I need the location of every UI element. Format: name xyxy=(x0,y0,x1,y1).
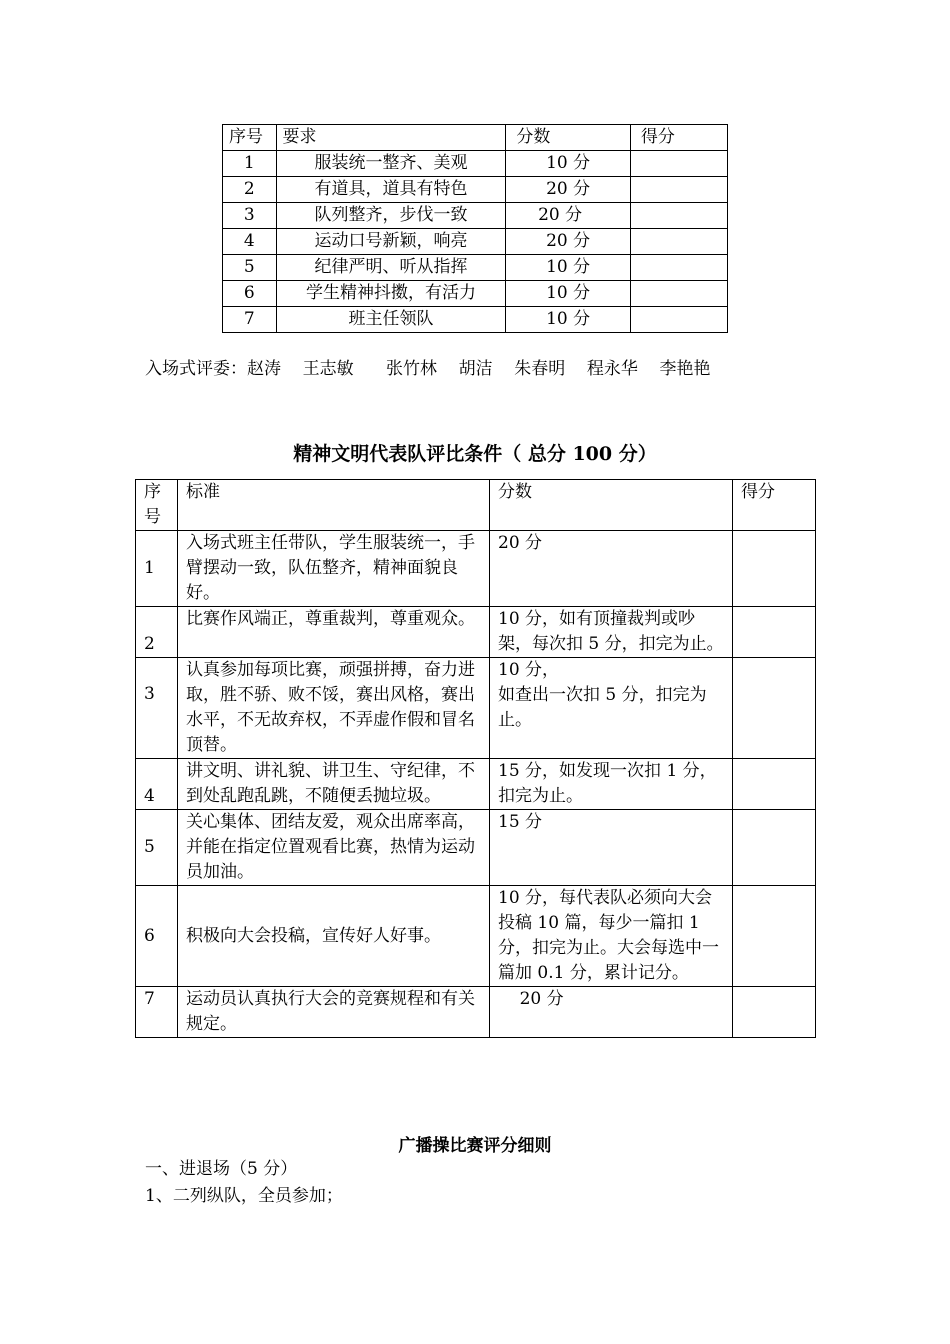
requirement-cell: 纪律严明、听从指挥 xyxy=(276,255,506,281)
judges-list: 入场式评委：赵涛 王志敏 张竹林 胡洁 朱春明 程永华 李艳艳 xyxy=(145,359,711,379)
header-cell: 得分 xyxy=(733,480,816,531)
table-header-row xyxy=(136,480,816,531)
row-number: 4 xyxy=(223,229,277,255)
table-row xyxy=(223,203,728,229)
table-row xyxy=(136,531,816,607)
row-number: 5 xyxy=(223,255,277,281)
row-number: 2 xyxy=(136,607,178,658)
criteria-cell: 关心集体、团结友爱，观众出席率高，并能在指定位置观看比赛，热情为运动员加油。 xyxy=(178,810,490,886)
score-cell: 20 分 xyxy=(490,531,733,607)
table-row xyxy=(223,177,728,203)
earned-score-cell xyxy=(733,886,816,987)
score-cell: 20 分 xyxy=(490,987,733,1038)
criteria-cell: 入场式班主任带队，学生服装统一，手臂摆动一致，队伍整齐，精神面貌良好。 xyxy=(178,531,490,607)
row-number: 1 xyxy=(223,151,277,177)
row-number: 6 xyxy=(223,281,277,307)
table-row xyxy=(223,307,728,333)
table-row xyxy=(136,810,816,886)
header-cell: 得分 xyxy=(630,125,727,151)
row-number: 7 xyxy=(136,987,178,1038)
table-header-row xyxy=(223,125,728,151)
requirement-cell: 队列整齐，步伐一致 xyxy=(276,203,506,229)
criteria-cell: 运动员认真执行大会的竞赛规程和有关规定。 xyxy=(178,987,490,1038)
row-number: 1 xyxy=(136,531,178,607)
earned-score-cell xyxy=(733,987,816,1038)
table-row xyxy=(136,987,816,1038)
row-number: 2 xyxy=(223,177,277,203)
entrance-scoring-table xyxy=(222,124,728,333)
earned-score-cell xyxy=(630,255,727,281)
section-heading: 一、进退场（5 分） xyxy=(145,1159,298,1179)
requirement-cell: 服装统一整齐、美观 xyxy=(276,151,506,177)
header-cell: 序号 xyxy=(223,125,277,151)
earned-score-cell xyxy=(630,307,727,333)
score-cell: 10 分 xyxy=(506,255,630,281)
header-cell: 分数 xyxy=(490,480,733,531)
section-title: 广播操比赛评分细则 xyxy=(398,1136,552,1156)
score-cell: 20 分 xyxy=(506,229,630,255)
score-cell: 15 分，如发现一次扣 1 分，扣完为止。 xyxy=(490,759,733,810)
earned-score-cell xyxy=(733,531,816,607)
table-row xyxy=(223,281,728,307)
row-number: 4 xyxy=(136,759,178,810)
requirement-cell: 学生精神抖擞，有活力 xyxy=(276,281,506,307)
earned-score-cell xyxy=(630,177,727,203)
criteria-cell: 认真参加每项比赛，顽强拼搏，奋力进取，胜不骄、败不馁，赛出风格，赛出水平，不无故弃权，不弄虚作假和冒名顶替。 xyxy=(178,658,490,759)
row-number: 5 xyxy=(136,810,178,886)
row-number: 7 xyxy=(223,307,277,333)
requirement-cell: 班主任领队 xyxy=(276,307,506,333)
earned-score-cell xyxy=(733,658,816,759)
score-cell: 10 分，如有顶撞裁判或吵架，每次扣 5 分，扣完为止。 xyxy=(490,607,733,658)
table-row xyxy=(136,759,816,810)
criteria-cell: 讲文明、讲礼貌、讲卫生、守纪律，不到处乱跑乱跳，不随便丢抛垃圾。 xyxy=(178,759,490,810)
header-cell: 标准 xyxy=(178,480,490,531)
score-cell: 10 分 xyxy=(506,151,630,177)
earned-score-cell xyxy=(630,203,727,229)
earned-score-cell xyxy=(733,810,816,886)
earned-score-cell xyxy=(733,759,816,810)
table-row xyxy=(136,607,816,658)
row-number: 6 xyxy=(136,886,178,987)
score-cell: 10 分 xyxy=(506,281,630,307)
row-number: 3 xyxy=(223,203,277,229)
requirement-cell: 有道具，道具有特色 xyxy=(276,177,506,203)
earned-score-cell xyxy=(630,151,727,177)
header-cell: 分数 xyxy=(506,125,630,151)
table-row xyxy=(136,886,816,987)
score-cell: 10 分 xyxy=(506,307,630,333)
civility-criteria-table xyxy=(135,479,816,1038)
table-row xyxy=(223,255,728,281)
rule-item: 1、二列纵队，全员参加； xyxy=(145,1186,343,1206)
table-row xyxy=(223,229,728,255)
earned-score-cell xyxy=(630,281,727,307)
score-cell: 15 分 xyxy=(490,810,733,886)
table-row xyxy=(136,658,816,759)
score-cell: 10 分， 如查出一次扣 5 分，扣完为止。 xyxy=(490,658,733,759)
earned-score-cell xyxy=(630,229,727,255)
criteria-cell: 积极向大会投稿，宣传好人好事。 xyxy=(178,886,490,987)
criteria-cell: 比赛作风端正，尊重裁判，尊重观众。 xyxy=(178,607,490,658)
row-number: 3 xyxy=(136,658,178,759)
score-cell: 20 分 xyxy=(506,177,630,203)
score-cell: 20 分 xyxy=(506,203,630,229)
table-row xyxy=(223,151,728,177)
header-cell: 要求 xyxy=(276,125,506,151)
section-title: 精神文明代表队评比条件（ 总分 100 分） xyxy=(293,443,657,465)
earned-score-cell xyxy=(733,607,816,658)
header-cell: 序 号 xyxy=(136,480,178,531)
requirement-cell: 运动口号新颖，响亮 xyxy=(276,229,506,255)
score-cell: 10 分，每代表队必须向大会投稿 10 篇，每少一篇扣 1 分，扣完为止。大会每选中一篇加 0.1 分，累计记分。 xyxy=(490,886,733,987)
